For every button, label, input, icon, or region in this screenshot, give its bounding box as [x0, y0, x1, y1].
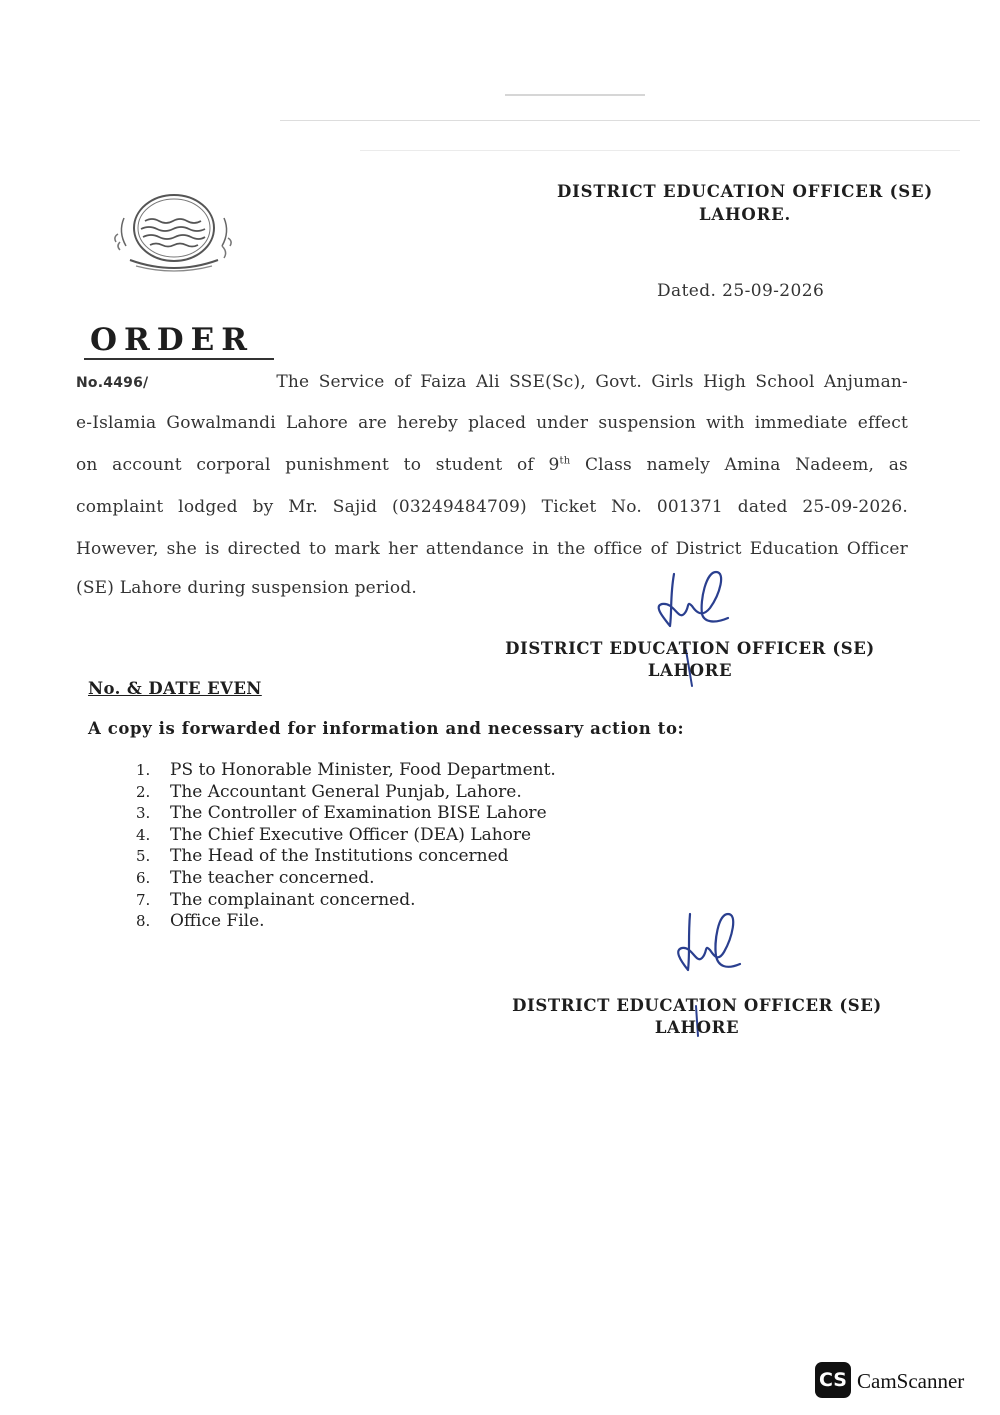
order-line-3: on account corporal punishment to student of 9th Class namely Amina Nadeem, as: [76, 455, 908, 475]
list-item: 4. The Chief Executive Officer (DEA) Lahore: [136, 824, 532, 845]
order-line-4: complaint lodged by Mr. Sajid (03249484709) Ticket No. 001371 dated 25-09-2026.: [76, 497, 908, 517]
order-title-underline: [84, 358, 274, 360]
issuing-office-header: [540, 180, 950, 226]
order-line-5: However, she is directed to mark her attendance in the office of District Education Officer: [76, 539, 908, 559]
order-title: ORDER: [90, 322, 255, 358]
order-date: Dated. 25-09-2026: [657, 281, 825, 301]
punjab-government-emblem: [108, 188, 240, 280]
list-item: 6. The teacher concerned.: [136, 867, 375, 888]
list-item: 5. The Head of the Institutions concerned: [136, 846, 509, 867]
office-city: LAHORE.: [699, 205, 791, 224]
signatory-block-1: [490, 638, 890, 682]
signatory-title: DISTRICT EDUCATION OFFICER (SE): [505, 639, 875, 658]
list-item: 2. The Accountant General Punjab, Lahore.: [136, 781, 522, 802]
scan-artifact: [280, 120, 980, 121]
office-name: DISTRICT EDUCATION OFFICER (SE): [557, 182, 933, 201]
endorsement-reference: No. & DATE EVEN: [88, 679, 262, 698]
signatory-city: LAHORE: [654, 1018, 740, 1037]
camscanner-logo-icon: CS: [815, 1362, 851, 1398]
order-number: No.4496/: [76, 375, 149, 391]
order-line-2: e-Islamia Gowalmandi Lahore are hereby placed under suspension with immediate effect: [76, 413, 908, 433]
order-line-6: (SE) Lahore during suspension period.: [76, 578, 418, 598]
order-line-1: No.4496/ The Service of Faiza Ali SSE(Sc), Govt. Girls High School Anjuman-: [76, 372, 908, 392]
scan-artifact: [505, 94, 645, 96]
camscanner-watermark: CamScanner: [857, 1369, 965, 1393]
signatory-title: DISTRICT EDUCATION OFFICER (SE): [512, 996, 882, 1015]
copy-forwarded-heading: A copy is forwarded for information and necessary action to:: [88, 719, 685, 738]
distribution-list: [136, 760, 556, 933]
signatory-city: LAHORE: [647, 661, 733, 680]
list-item: 1. PS to Honorable Minister, Food Department.: [136, 760, 556, 780]
list-item: 8. Office File.: [136, 911, 265, 932]
list-item: 7. The complainant concerned.: [136, 889, 416, 910]
list-item: 3. The Controller of Examination BISE Lahore: [136, 803, 547, 824]
scan-artifact: [360, 150, 960, 151]
signatory-block-2: [497, 995, 897, 1039]
